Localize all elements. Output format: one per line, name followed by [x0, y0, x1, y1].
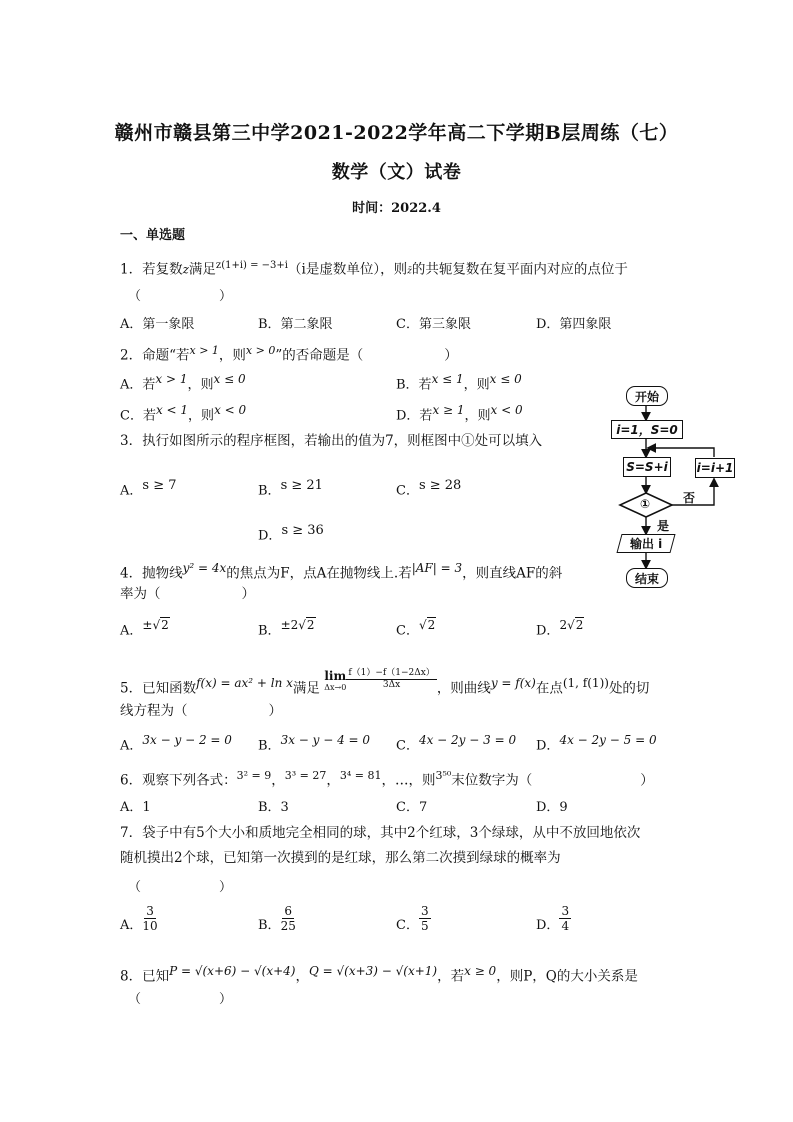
flowchart-start: 开始	[626, 386, 668, 406]
q3-option-a: A．$^{s \ge 7}$	[120, 478, 177, 499]
question-3-stem: 3．执行如图所示的程序框图，若输出的值为7，则框图中①处可以填入	[120, 433, 543, 449]
q2-option-d: D．若$^{x \ge 1}$，则$^{x < 0}$	[396, 403, 523, 424]
q6-option-c: C．7	[396, 800, 428, 815]
question-7-line1: 7．袋子中有5个大小和质地完全相同的球，其中2个红球，3个绿球，从中不放回地依次	[120, 825, 641, 841]
question-8-stem: 8．已知$^{P = √(x+6) - √(x+4)}$，$^{Q = √(x+3) - √(x+1)}$，若$^{x \ge 0}$，则P，Q的大小关系是	[120, 964, 638, 985]
q2-option-a: A．若$^{x > 1}$，则$^{x \le 0}$	[120, 372, 246, 393]
q1-option-d: D．第四象限	[536, 317, 612, 332]
q1-option-b: B．第二象限	[258, 317, 333, 332]
q3-option-b: B．$^{s \ge 21}$	[258, 478, 323, 499]
question-8-paren: （ ）	[128, 992, 233, 1007]
question-5-line2: 线方程为（ ）	[120, 703, 282, 719]
exam-title: 赣州市赣县第三中学2021-2022学年高二下学期B层周练（七）	[114, 122, 679, 144]
question-2-stem: 2．命题“若$^{x > 1}$，则$^{x > 0}$”的否命题是（ ）	[120, 344, 458, 364]
question-1-paren: （ ）	[128, 289, 233, 304]
program-flowchart	[605, 385, 765, 590]
q6-option-b: B．3	[258, 800, 289, 815]
q1-option-a: A．第一象限	[120, 317, 195, 332]
q6-option-a: A．1	[120, 800, 151, 815]
q5-option-b: B．$^{3x - y - 4 = 0}$	[258, 733, 371, 754]
question-4-stem: 4．抛物线$^{y^2 = 4x}$的焦点为F，点A在抛物线上.若$^{|AF| = 3}$，则直线AF的斜	[120, 561, 563, 582]
question-7-paren: （ ）	[128, 880, 233, 895]
flowchart-no-label: 否	[683, 491, 696, 505]
q7-option-c: C． $\frac{3}{5}$	[396, 904, 429, 933]
q4-option-c: C．$^{√2}$	[396, 618, 436, 639]
question-5-stem: 5．已知函数$^{f(x) = ax^2 + ln x}$满足 lim Δx→0 $\frac{f(1)-f(1-2\Delta x)}{3\Delta x}$ ，则曲线$^{y = f(x)}$在点$^{(1, f(1))}$处的切	[120, 667, 650, 697]
question-1-stem: 1．若复数z满足$^{z(1+i) = -3+i}$（i是虚数单位），则z̄的共轭复数在复平面内对应的点位于	[120, 260, 628, 278]
flowchart-update-s: S=S+i	[623, 457, 671, 477]
q5-option-a: A．$^{3x - y - 2 = 0}$	[120, 733, 232, 754]
flowchart-init: i=1，S=0	[611, 420, 683, 439]
exam-time: 时间：2022.4	[352, 201, 441, 216]
q1-option-c: C．第三象限	[396, 317, 471, 332]
exam-subtitle: 数学（文）试卷	[331, 162, 462, 183]
q3-option-d: D．$^{s \ge 36}$	[258, 523, 324, 544]
question-7-line2: 随机摸出2个球，已知第一次摸到的是红球，那么第二次摸到绿球的概率为	[120, 850, 561, 866]
flowchart-condition: ①	[640, 497, 651, 511]
q4-option-b: B．$^{\pm 2√2}$	[258, 618, 315, 639]
flowchart-end: 结束	[626, 568, 668, 588]
q5-option-c: C．$^{4x - 2y - 3 = 0}$	[396, 733, 517, 754]
q7-option-a: A． $\frac{3}{10}$	[120, 904, 158, 933]
section-heading: 一、单选题	[120, 228, 186, 243]
q2-option-b: B．若$^{x \le 1}$，则$^{x \le 0}$	[396, 372, 522, 393]
flowchart-output: 输出 i	[616, 534, 675, 553]
q3-option-c: C．$^{s \ge 28}$	[396, 478, 462, 499]
flowchart-yes-label: 是	[657, 519, 670, 533]
q5-option-d: D．$^{4x - 2y - 5 = 0}$	[536, 733, 657, 754]
q4-option-a: A．$^{\pm√2}$	[120, 618, 169, 639]
q4-option-d: D．$^{2√2}$	[536, 618, 584, 639]
flowchart-connectors	[605, 385, 765, 590]
flowchart-update-i: i=i+1	[695, 458, 735, 478]
q6-option-d: D．9	[536, 800, 568, 815]
q7-option-b: B． $\frac{6}{25}$	[258, 904, 296, 933]
q7-option-d: D． $\frac{3}{4}$	[536, 904, 570, 933]
q2-option-c: C．若$^{x < 1}$，则$^{x < 0}$	[120, 403, 247, 424]
question-4-line2: 率为（ ）	[120, 586, 255, 602]
question-6-stem: 6．观察下列各式：$^{3^2 = 9}$，$^{3^3 = 27}$，$^{3^4 = 81}$，…，则$^{3^{50}}$末位数字为（ ）	[120, 769, 654, 789]
